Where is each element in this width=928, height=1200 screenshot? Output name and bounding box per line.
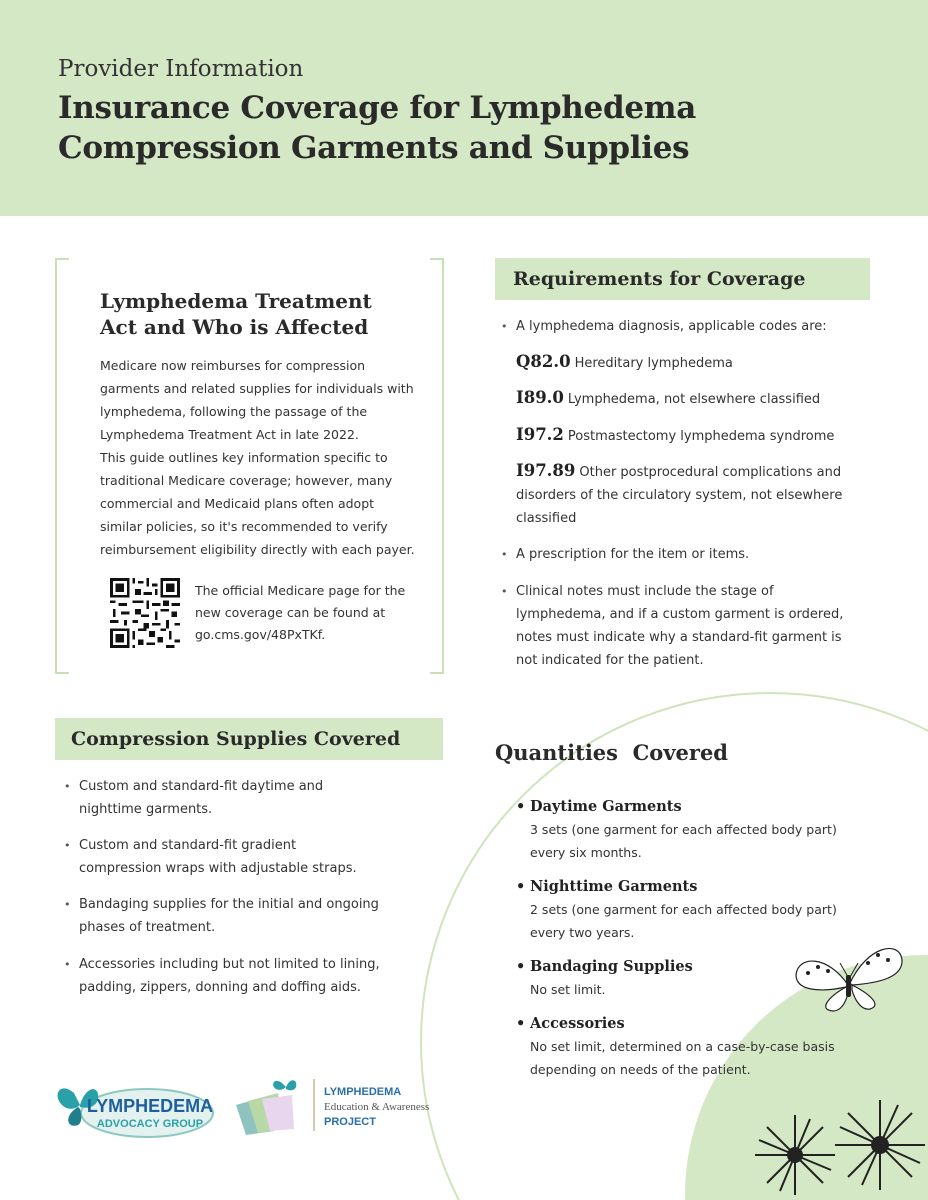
act-body — [100, 354, 425, 561]
quantity-item — [530, 1012, 875, 1081]
flowers-illustration — [750, 1085, 928, 1200]
code-row — [516, 350, 866, 375]
code-row — [516, 423, 866, 448]
requirement-diagnosis: • A lymphedema diagnosis, applicable codes are: — [516, 315, 866, 338]
header-banner — [0, 0, 928, 216]
qr-code-icon[interactable] — [110, 578, 180, 648]
supply-line: • Bandaging supplies for the initial and ongoing — [79, 897, 379, 912]
supply-item — [79, 953, 439, 999]
quantities-heading: Quantities Covered — [495, 740, 728, 765]
notes-line: lymphedema, and if a custom garment is ordered, — [516, 607, 844, 622]
bracket-right — [430, 258, 444, 674]
act-title — [100, 288, 420, 340]
diagnosis-code: I97.2 — [516, 425, 564, 444]
act-title-line-2: Act and Who is Affected — [100, 315, 369, 339]
code-description: disorders of the circulatory system, not elsewhere — [516, 488, 843, 503]
act-title-line-1: Lymphedema Treatment — [100, 289, 372, 313]
code-row — [516, 386, 866, 411]
act-body-line: traditional Medicare coverage; however, many — [100, 473, 393, 488]
act-body-line: Medicare now reimburses for compression — [100, 358, 366, 373]
code-description: Other postprocedural complications and — [579, 465, 842, 480]
supply-line: phases of treatment. — [79, 920, 216, 935]
page-kicker: Provider Information — [58, 56, 304, 82]
quantity-line: every two years. — [530, 925, 635, 940]
requirement-prescription: • A prescription for the item or items. — [516, 543, 866, 566]
page-title — [58, 88, 696, 168]
quantity-title: • Accessories — [530, 1012, 875, 1035]
quantity-title: • Bandaging Supplies — [530, 955, 875, 978]
diagnosis-code: I97.89 — [516, 461, 576, 480]
code-row — [516, 459, 866, 530]
qr-caption-line: new coverage can be found at — [195, 605, 386, 620]
act-body-line: garments and related supplies for individuals with — [100, 381, 414, 396]
notes-line: not indicated for the patient. — [516, 653, 704, 668]
butterfly-icon — [788, 935, 908, 1015]
quantity-line: 2 sets (one garment for each affected body part) — [530, 902, 837, 917]
lymphedema-advocacy-group-logo[interactable] — [52, 1075, 217, 1141]
quantity-line: No set limit, determined on a case-by-case basis — [530, 1039, 835, 1054]
supply-line: padding, zippers, donning and doffing aids. — [79, 980, 362, 995]
act-info-box — [55, 258, 444, 674]
lag-logo-text-2: ADVOCACY GROUP — [96, 1118, 204, 1130]
supplies-heading: Compression Supplies Covered — [55, 718, 443, 760]
supply-item — [79, 834, 439, 880]
quantity-title: • Daytime Garments — [530, 795, 875, 818]
supply-line: nighttime garments. — [79, 802, 213, 817]
code-description: classified — [516, 511, 577, 526]
act-body-line: commercial and Medicaid plans often adopt — [100, 496, 375, 511]
lep-logo-text-2: Education & Awareness — [324, 1101, 430, 1113]
supply-line: compression wraps with adjustable straps. — [79, 861, 357, 876]
supply-line: • Accessories including but not limited to lining, — [79, 957, 380, 972]
act-body-line: similar policies, so it's recommended to verify — [100, 519, 388, 534]
quantity-line: 3 sets (one garment for each affected body part) — [530, 822, 837, 837]
quantity-item — [530, 795, 875, 864]
quantity-line: every six months. — [530, 845, 642, 860]
diagnosis-code: Q82.0 — [516, 352, 571, 371]
title-line-1: Insurance Coverage for Lymphedema — [58, 90, 697, 126]
qr-caption — [195, 580, 425, 646]
qr-caption-line: The official Medicare page for the — [195, 583, 406, 598]
notes-line: • Clinical notes must include the stage of — [516, 584, 774, 599]
supply-line: • Custom and standard-fit gradient — [79, 838, 297, 853]
act-body-line: reimbursement eligibility directly with each payer. — [100, 542, 415, 557]
quantity-title: • Nighttime Garments — [530, 875, 875, 898]
quantity-line: depending on needs of the patient. — [530, 1062, 751, 1077]
title-line-2: Compression Garments and Supplies — [58, 130, 690, 166]
qr-link[interactable]: go.cms.gov/48PxTKf. — [195, 627, 326, 642]
code-description: Postmastectomy lymphedema syndrome — [567, 429, 835, 444]
supply-item — [79, 775, 439, 821]
code-description: Lymphedema, not elsewhere classified — [567, 392, 821, 407]
act-body-line: This guide outlines key information specific to — [100, 450, 388, 465]
bracket-left — [55, 258, 69, 674]
lep-logo-text-1: LYMPHEDEMA — [324, 1086, 402, 1098]
lag-logo-text-1: LYMPHEDEMA — [86, 1096, 214, 1116]
requirements-heading: Requirements for Coverage — [495, 258, 870, 300]
act-body-line: Lymphedema Treatment Act in late 2022. — [100, 427, 359, 442]
notes-line: notes must indicate why a standard-fit garment is — [516, 630, 842, 645]
quantity-line: No set limit. — [530, 982, 606, 997]
act-body-line: lymphedema, following the passage of the — [100, 404, 368, 419]
requirement-clinical-notes — [516, 580, 871, 672]
diagnosis-code: I89.0 — [516, 388, 564, 407]
supply-item — [79, 893, 439, 939]
lep-logo-text-3: PROJECT — [324, 1116, 376, 1128]
supply-line: • Custom and standard-fit daytime and — [79, 779, 324, 794]
quantity-item — [530, 875, 875, 944]
lymphedema-education-project-logo[interactable] — [234, 1075, 454, 1135]
code-description: Hereditary lymphedema — [574, 356, 733, 371]
